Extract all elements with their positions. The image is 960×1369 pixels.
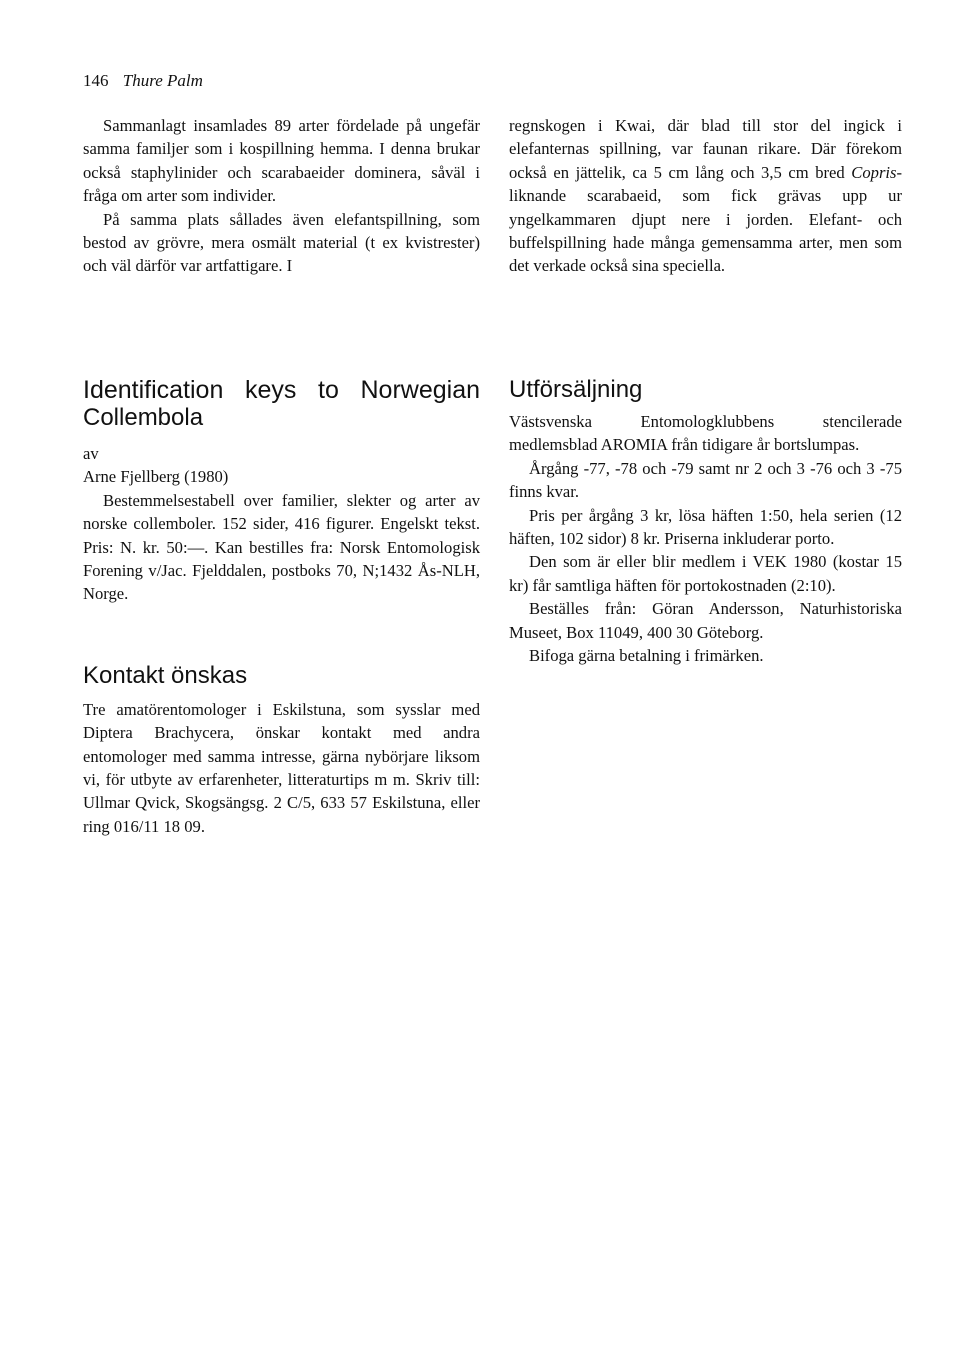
running-head xyxy=(83,70,203,92)
identification-heading-line2: Collembola xyxy=(83,404,204,431)
running-head-author: Thure Palm xyxy=(122,71,203,90)
article-text-left-column xyxy=(83,114,480,278)
kontakt-notice xyxy=(83,662,480,838)
utforsaljning-paragraph-4: Den som är eller blir medlem i VEK 1980 (kostar 15 kr) får samtliga häften för portokostnaden (2:10). xyxy=(509,552,902,595)
identification-av: av xyxy=(83,444,99,463)
utforsaljning-paragraph-3: Pris per årgång 3 kr, lösa häften 1:50, hela serien (12 häften, 102 sidor) 8 kr. Priserna inkluderar porto. xyxy=(509,505,902,549)
article-paragraph-3-part1: regnskogen i Kwai, där blad till stor del ingick i elefanternas spillning, var faunan rikare. Där förekom också en jättelik, ca 5 cm lång och 3,5 cm bred xyxy=(509,116,902,182)
utforsaljning-paragraph-6: Bifoga gärna betalning i frimärken. xyxy=(529,646,764,666)
utforsaljning-notice xyxy=(509,376,902,667)
utforsaljning-heading: Utförsäljning xyxy=(509,376,643,403)
article-paragraph-1: Sammanlagt insamlades 89 arter fördelade på ungefär samma familjer som i kospillning hemma. I denna brukar också staphylinider och scarabaeider dominera, såväl i fråga om arter som individer. xyxy=(83,116,480,206)
identification-heading xyxy=(83,376,480,404)
utforsaljning-paragraph-2: Årgång -77, -78 och -79 samt nr 2 och 3 -76 och 3 -75 finns kvar. xyxy=(509,458,902,502)
section-spacer xyxy=(83,606,480,662)
kontakt-body: Tre amatörentomologer i Eskilstuna, som sysslar med Diptera Brachycera, önskar kontakt med andra entomologer med samma intresse, gärna nybörjare liksom vi, för utbyte av erfarenheter, litteraturtips m m. Skriv till: Ullmar Qvick, Skogsängsg. 2 C/5, 633 57 Eskilstuna, eller ring 016/11 18 09. xyxy=(83,699,480,836)
identification-author: Arne Fjellberg (1980) xyxy=(83,467,229,487)
identification-heading-line1: Identification keys to Norwegian xyxy=(83,376,480,404)
utforsaljning-paragraph-5: Beställes från: Göran Andersson, Naturhistoriska Museet, Box 11049, 400 30 Göteborg. xyxy=(509,599,902,642)
notices-left-column xyxy=(83,376,480,838)
article-paragraph-3-genus: Copris xyxy=(851,162,897,182)
page-number: 146 xyxy=(83,71,109,90)
article-paragraph-3 xyxy=(509,114,902,278)
identification-notice xyxy=(83,376,480,606)
article-paragraph-3-part2: -liknande scarabaeid, som fick grävas upp ur yngelkammaren djupt nere i jorden. Elefant- och buffelspillning hade många gemensamma arter, men som det verkade också sina speciella. xyxy=(509,162,902,276)
article-paragraph-2: På samma plats sållades även elefantspillning, som bestod av grövre, mera osmält material (t ex kvistrester) och väl därför var artfattigare. I xyxy=(83,209,480,276)
identification-body: Bestemmelsestabell over familier, slekter og arter av norske collemboler. 152 sider, 416 figurer. Engelskt tekst. Pris: N. kr. 50:—. Kan bestilles fra: Norsk Entomologisk Forening v/Jac. Fjelddalen, postboks 70, N;1432 Ås-NLH, Norge. xyxy=(83,490,480,604)
article-text-right-column xyxy=(509,114,902,278)
kontakt-heading: Kontakt önskas xyxy=(83,661,248,689)
utforsaljning-paragraph-1: Västsvenska Entomologklubbens stencilerade medlemsblad AROMIA från tidigare år bortslumpas. xyxy=(509,412,902,455)
notices-right-column xyxy=(509,376,902,667)
